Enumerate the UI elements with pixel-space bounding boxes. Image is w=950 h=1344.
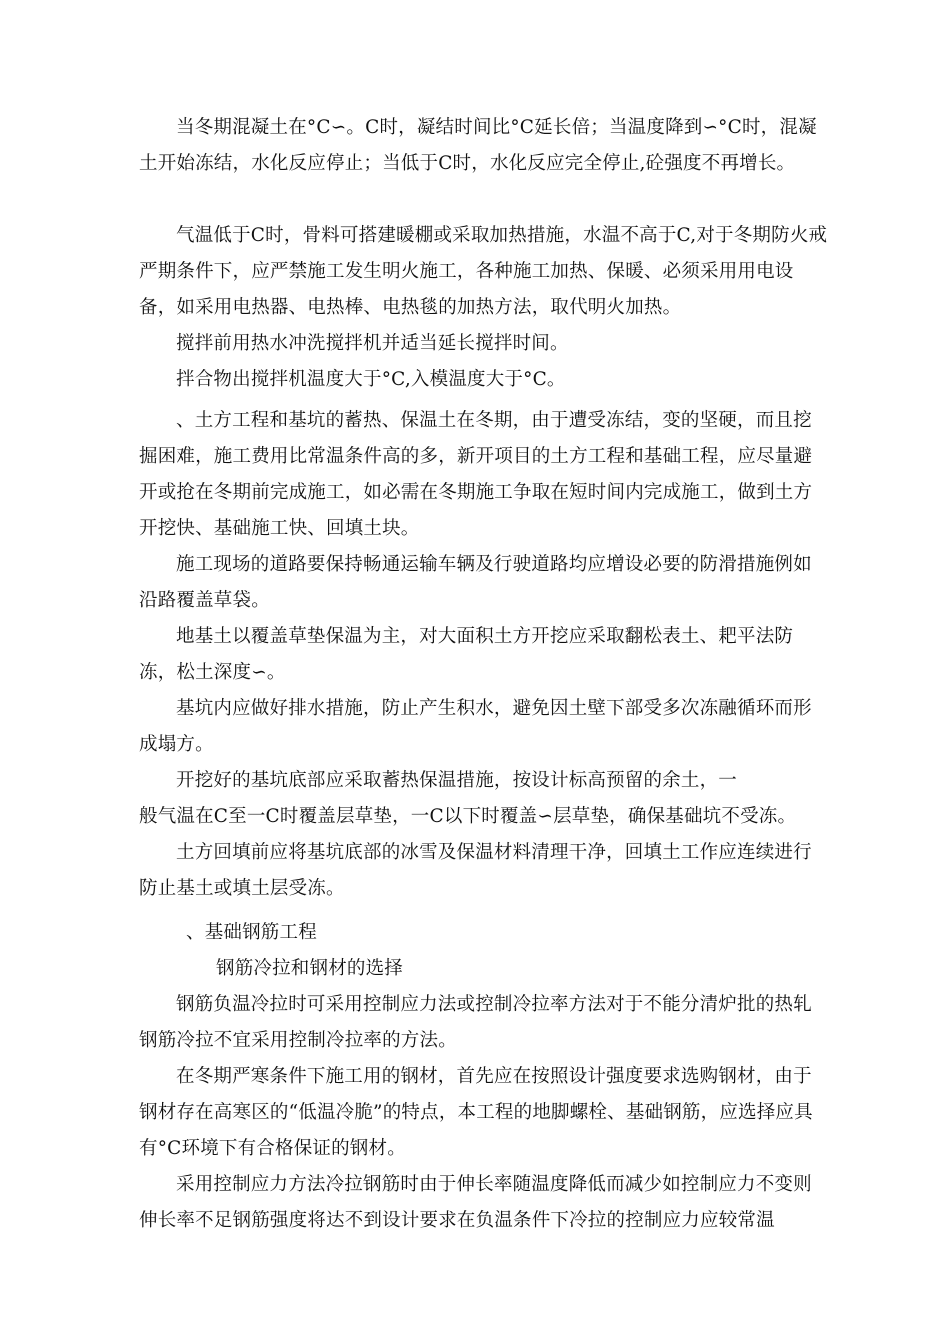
paragraph: 当冬期混凝土在°C∽。C时，凝结时间比°C延长倍；当温度降到∽°C时，混凝土开始冻结，水化反应停止；当低于C时，水化反应完全停止,砼强度不再增长。 (139, 117, 817, 174)
paragraph: 搅拌前用热水冲洗搅拌机并适当延长搅拌时间。 (176, 333, 569, 354)
paragraph: 施工现场的道路要保持畅通运输车辆及行驶道路均应增设必要的防滑措施例如沿路覆盖草袋。 (139, 554, 812, 611)
paragraph: 般气温在C至一C时覆盖层草垫，一C以下时覆盖∽层草垫，确保基础坑不受冻。 (139, 806, 797, 827)
paragraph: 地基土以覆盖草垫保温为主，对大面积土方开挖应采取翻松表土、耙平法防冻，松土深度∽。 (139, 626, 794, 683)
paragraph: 钢筋负温冷拉时可采用控制应力法或控制冷拉率方法对于不能分清炉批的热轧钢筋冷拉不宜采用控制冷拉率的方法。 (139, 994, 812, 1051)
paragraph: 气温低于C时，骨料可搭建暖棚或采取加热措施，水温不高于C,对于冬期防火戒严期条件下，应严禁施工发生明火施工，各种施工加热、保暖、必须采用用电设备，如采用电热器、电热棒、电热毯的加热方法，取代明火加热。 (139, 225, 828, 318)
section-heading: 、基础钢筋工程 (186, 922, 317, 943)
paragraph: 基坑内应做好排水措施，防止产生积水，避免因土壁下部受多次冻融循环而形成塌方。 (139, 698, 812, 755)
paragraph: 在冬期严寒条件下施工用的钢材，首先应在按照设计强度要求选购钢材，由于钢材存在高寒区的“低温冷脆”的特点，本工程的地脚螺栓、基础钢筋，应选择应具有°C环境下有合格保证的钢材。 (139, 1066, 813, 1159)
subsection-heading: 钢筋冷拉和钢材的选择 (216, 958, 404, 979)
paragraph: 、土方工程和基坑的蓄热、保温土在冬期，由于遭受冻结，变的坚硬，而且挖掘困难，施工费用比常温条件高的多，新开项目的土方工程和基础工程，应尽量避开或抢在冬期前完成施工，如必需在冬期施工争取在短时间内完成施工，做到土方开挖快、基础施工快、回填土块。 (139, 410, 813, 539)
paragraph: 拌合物出搅拌机温度大于°C,入模温度大于°C。 (176, 369, 566, 390)
paragraph: 开挖好的基坑底部应采取蓄热保温措施，按设计标高预留的余土，一 (176, 770, 738, 791)
paragraph: 土方回填前应将基坑底部的冰雪及保温材料清理干净，回填土工作应连续进行防止基土或填土层受冻。 (139, 842, 812, 899)
paragraph: 采用控制应力方法冷拉钢筋时由于伸长率随温度降低而减少如控制应力不变则伸长率不足钢筋强度将达不到设计要求在负温条件下冷拉的控制应力应较常温 (139, 1174, 812, 1231)
